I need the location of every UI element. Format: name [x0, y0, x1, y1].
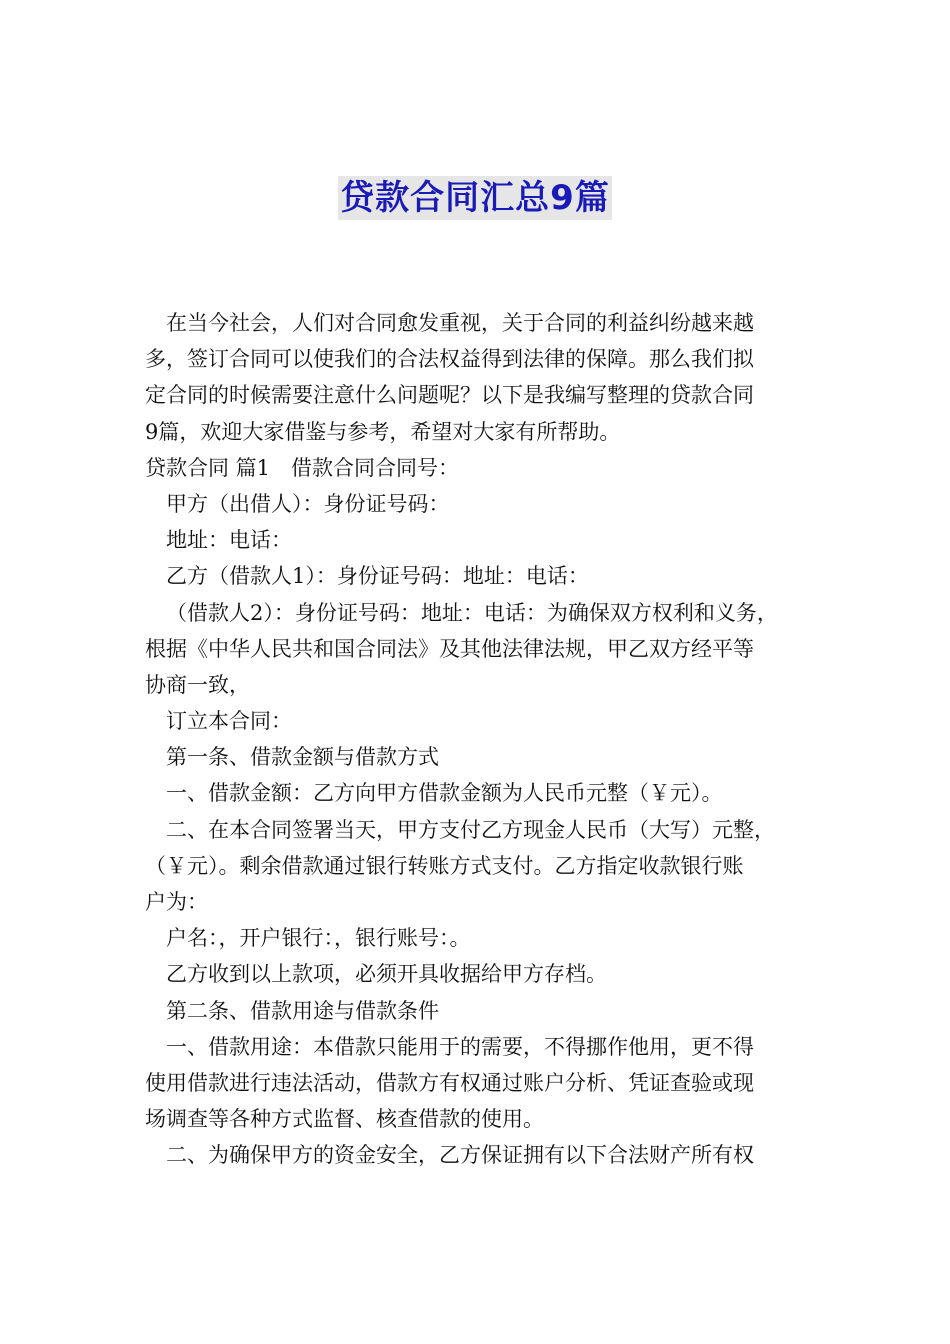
paragraph-line: 9篇，欢迎大家借鉴与参考，希望对大家有所帮助。 — [145, 419, 621, 444]
paragraph-line: 定合同的时候需要注意什么问题呢？以下是我编写整理的贷款合同 — [145, 383, 754, 408]
paragraph-line: 户为： — [145, 890, 208, 914]
paragraph-line: 场调查等各种方式监督、核查借款的使用。 — [145, 1107, 544, 1132]
paragraph-line: 一、借款用途：本借款只能用于的需要，不得挪作他用，更不得 — [166, 1034, 754, 1059]
paragraph-line: 二、为确保甲方的资金安全，乙方保证拥有以下合法财产所有权 — [166, 1143, 754, 1168]
paragraph-line: 协商一致， — [145, 672, 250, 697]
article-heading-line: 第二条、借款用途与借款条件 — [166, 998, 439, 1023]
paragraph-line: 地址：电话： — [166, 528, 292, 553]
section-heading-line: 贷款合同 篇1 借款合同合同号： — [145, 455, 460, 480]
paragraph-line: 一、借款金额：乙方向甲方借款金额为人民币元整（￥元）。 — [166, 781, 723, 806]
article-heading-line: 第一条、借款金额与借款方式 — [166, 745, 439, 770]
document-title: 贷款合同汇总9篇 — [340, 178, 610, 218]
paragraph-line: （￥元）。剩余借款通过银行转账方式支付。乙方指定收款银行账 — [145, 853, 744, 878]
paragraph-line: 二、在本合同签署当天，甲方支付乙方现金人民币（大写）元整， — [166, 817, 775, 842]
title-container — [0, 176, 950, 220]
paragraph-line: （借款人2）：身份证号码：地址：电话：为确保双方权利和义务， — [166, 600, 778, 625]
paragraph-line: 户名：，开户银行：，银行账号：。 — [166, 926, 471, 951]
paragraph-line: 在当今社会，人们对合同愈发重视，关于合同的利益纠纷越来越 — [166, 311, 754, 335]
paragraph-line: 根据《中华人民共和国合同法》及其他法律法规，甲乙双方经平等 — [145, 636, 754, 661]
paragraph-line: 多，签订合同可以使我们的合法权益得到法律的保障。那么我们拟 — [145, 347, 754, 372]
document-body — [145, 305, 817, 1174]
paragraph-line: 乙方收到以上款项，必须开具收据给甲方存档。 — [166, 962, 607, 987]
paragraph-line: 甲方（出借人）：身份证号码： — [166, 491, 450, 516]
paragraph-line: 乙方（借款人1）：身份证号码：地址：电话： — [166, 564, 589, 589]
paragraph-line: 订立本合同： — [166, 709, 292, 734]
paragraph-line: 使用借款进行违法活动，借款方有权通过账户分析、凭证查验或现 — [145, 1070, 754, 1095]
